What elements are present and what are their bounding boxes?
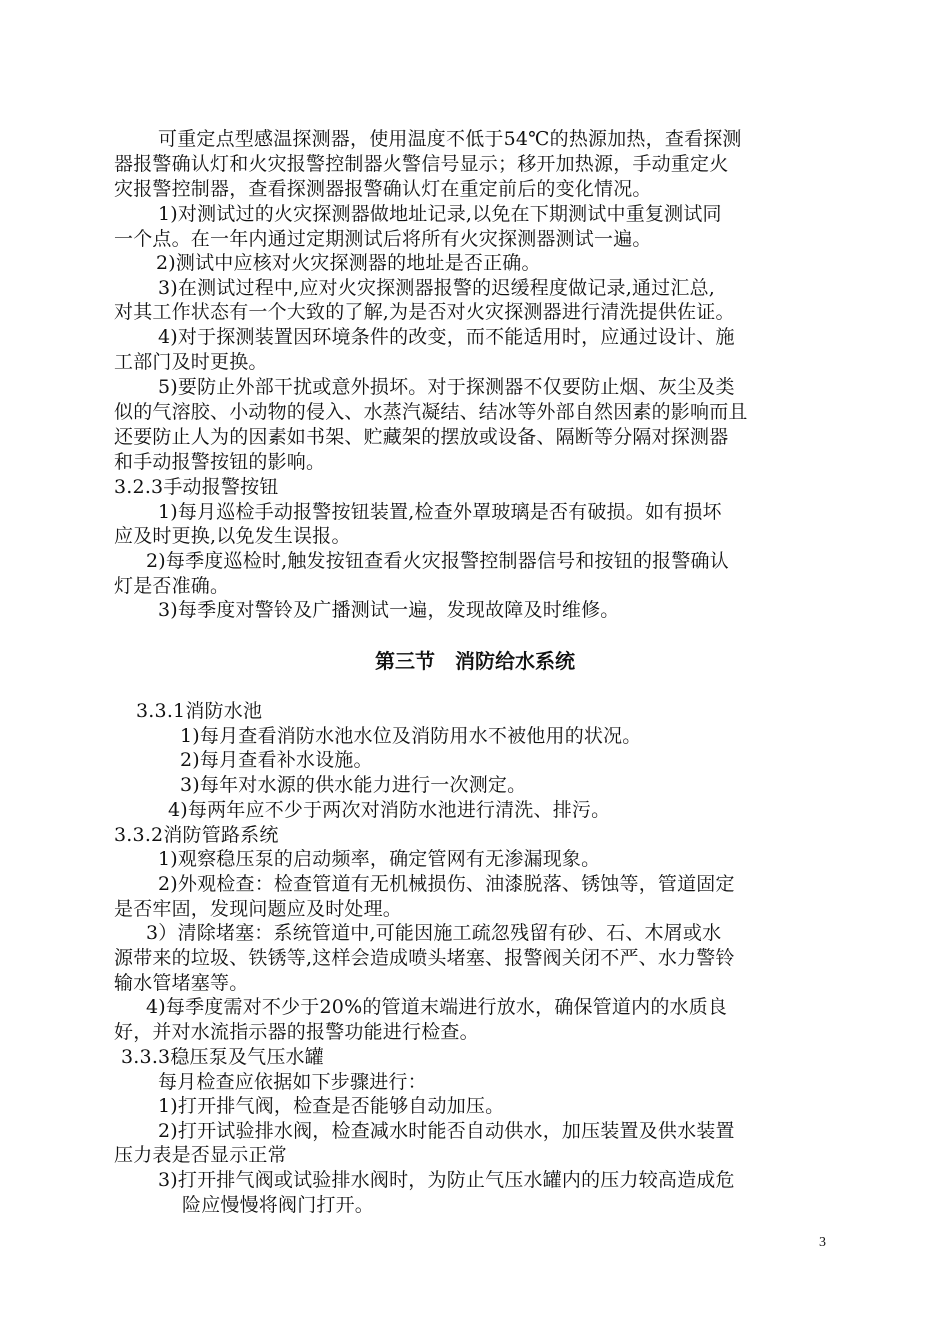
text-line: 2)外观检查：检查管道有无机械损伤、油漆脱落、锈蚀等，管道固定 xyxy=(158,873,735,895)
page-number: 3 xyxy=(819,1235,826,1250)
text-line: 2)每季度巡检时,触发按钮查看火灾报警控制器信号和按钮的报警确认 xyxy=(146,550,729,572)
text-line: 险应慢慢将阀门打开。 xyxy=(182,1194,375,1216)
text-line: 是否牢固，发现问题应及时处理。 xyxy=(114,898,403,920)
text-line: 3)在测试过程中,应对火灾探测器报警的迟缓程度做记录,通过汇总, xyxy=(158,277,716,299)
text-line: 输水管堵塞等。 xyxy=(114,972,249,994)
text-line: 每月检查应依据如下步骤进行： xyxy=(158,1071,427,1093)
text-line: 对其工作状态有一个大致的了解,为是否对火灾探测器进行清洗提供佐证。 xyxy=(114,301,735,323)
text-line: 4)对于探测装置因环境条件的改变，而不能适用时，应通过设计、施 xyxy=(158,326,735,348)
text-line: 应及时更换,以免发生误报。 xyxy=(114,525,351,547)
text-line: 3)打开排气阀或试验排水阀时，为防止气压水罐内的压力较高造成危 xyxy=(158,1169,735,1191)
text-line: 可重定点型感温探测器，使用温度不低于54℃的热源加热，查看探测 xyxy=(158,128,742,150)
text-line: 1)每月查看消防水池水位及消防用水不被他用的状况。 xyxy=(180,725,642,747)
text-line: 4)每两年应不少于两次对消防水池进行清洗、排污。 xyxy=(168,799,611,821)
text-line: 1)每月巡检手动报警按钮装置,检查外罩玻璃是否有破损。如有损坏 xyxy=(158,501,722,523)
text-line: 5)要防止外部干扰或意外损坏。对于探测器不仅要防止烟、灰尘及类 xyxy=(158,376,735,398)
text-line: 还要防止人为的因素如书架、贮藏架的摆放或设备、隔断等分隔对探测器 xyxy=(114,426,729,448)
text-line: 1)对测试过的火灾探测器做地址记录,以免在下期测试中重复测试同 xyxy=(158,203,722,225)
text-line: 工部门及时更换。 xyxy=(114,351,268,373)
text-line: 1)打开排气阀，检查是否能够自动加压。 xyxy=(158,1095,505,1117)
text-line: 灯是否准确。 xyxy=(114,575,230,597)
subsection-heading: 3.3.2消防管路系统 xyxy=(114,824,279,846)
text-line: 3）清除堵塞：系统管道中,可能因施工疏忽残留有砂、石、木屑或水 xyxy=(146,922,722,944)
subsection-heading: 3.3.3稳压泵及气压水罐 xyxy=(121,1046,324,1068)
subsection-heading: 3.3.1消防水池 xyxy=(136,700,263,722)
section-heading: 第三节 消防给水系统 xyxy=(375,649,575,673)
subsection-heading: 3.2.3手动报警按钮 xyxy=(114,476,279,498)
text-line: 和手动报警按钮的影响。 xyxy=(114,451,326,473)
text-line: 似的气溶胶、小动物的侵入、水蒸汽凝结、结冰等外部自然因素的影响而且 xyxy=(114,401,748,423)
text-line: 灾报警控制器，查看探测器报警确认灯在重定前后的变化情况。 xyxy=(114,178,652,200)
text-line: 2)打开试验排水阀，检查减水时能否自动供水，加压装置及供水装置 xyxy=(158,1120,735,1142)
text-line: 1)观察稳压泵的启动频率，确定管网有无渗漏现象。 xyxy=(158,848,601,870)
text-line: 2)测试中应核对火灾探测器的地址是否正确。 xyxy=(156,252,541,274)
text-line: 3)每季度对警铃及广播测试一遍，发现故障及时维修。 xyxy=(158,599,620,621)
text-line: 好，并对水流指示器的报警功能进行检查。 xyxy=(114,1021,479,1043)
text-line: 4)每季度需对不少于20%的管道末端进行放水，确保管道内的水质良 xyxy=(146,996,728,1018)
text-line: 3)每年对水源的供水能力进行一次测定。 xyxy=(180,774,527,796)
text-line: 器报警确认灯和火灾报警控制器火警信号显示；移开加热源，手动重定火 xyxy=(114,153,729,175)
text-line: 源带来的垃圾、铁锈等,这样会造成喷头堵塞、报警阀关闭不严、水力警铃 xyxy=(114,947,735,969)
text-line: 压力表是否显示正常 xyxy=(114,1144,287,1166)
text-line: 一个点。在一年内通过定期测试后将所有火灾探测器测试一遍。 xyxy=(114,228,652,250)
text-line: 2)每月查看补水设施。 xyxy=(180,749,373,771)
